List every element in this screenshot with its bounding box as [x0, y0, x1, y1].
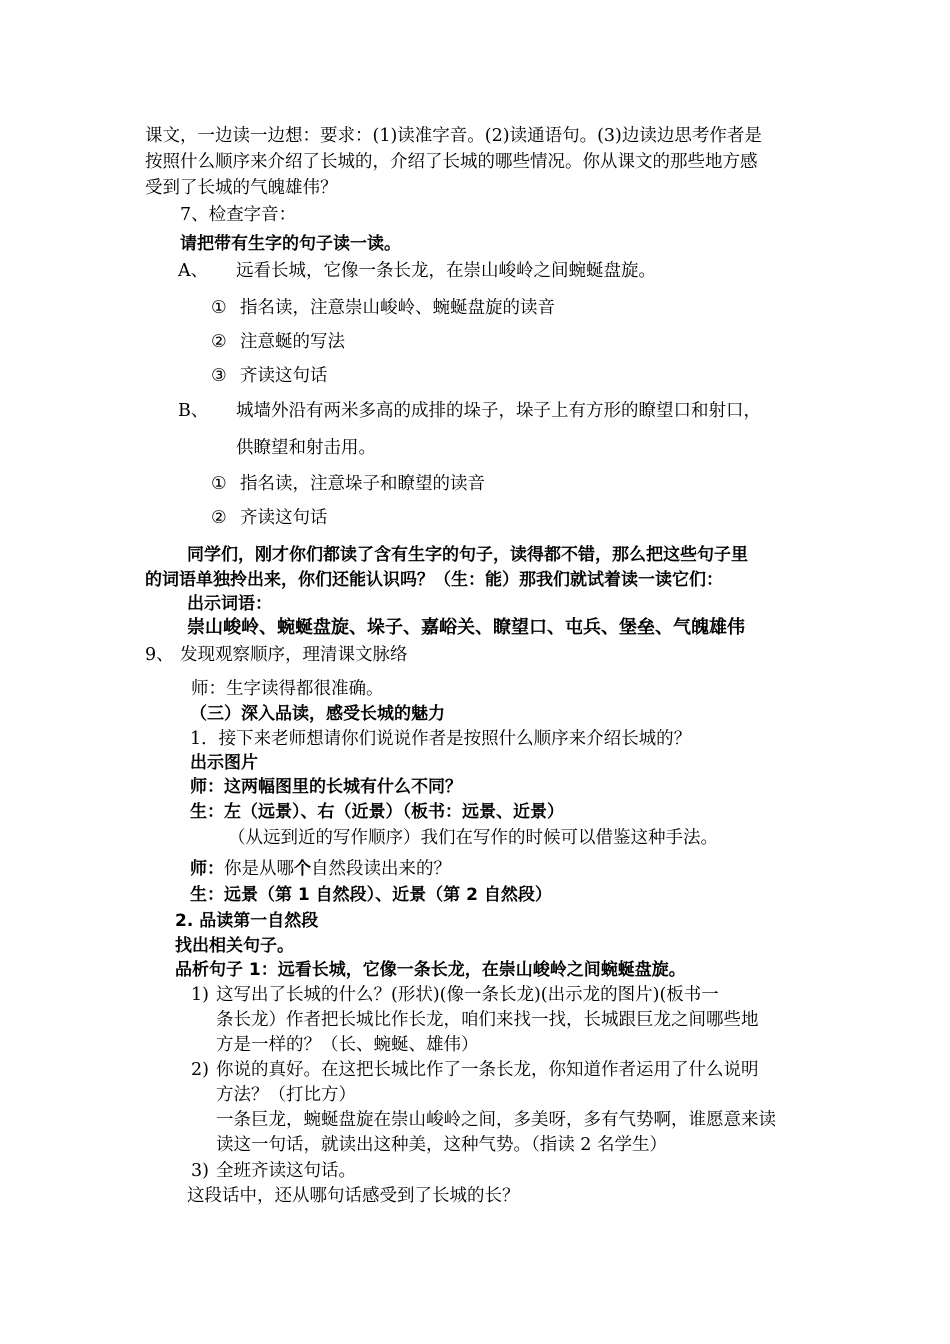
list-item-line: 条长龙）作者把长城比作长龙，咱们来找一找，长城跟巨龙之间哪些地: [216, 1010, 759, 1030]
step-heading: 7、检查字音：: [180, 205, 297, 225]
list-item-line: 你说的真好。在这把长城比作了一条长龙，你知道作者运用了什么说明: [216, 1060, 759, 1080]
text-span-bold: 个: [294, 859, 311, 879]
speaker-label: 师：: [190, 859, 224, 879]
list-item-line: 方是一样的？（长、蜿蜒、雄伟）: [216, 1035, 479, 1055]
paragraph-line: 按照什么顺序来介绍了长城的，介绍了长城的哪些情况。你从课文的那些地方感: [145, 152, 758, 172]
list-item-line: 一条巨龙，蜿蜒盘旋在崇山峻岭之间，多美呀，多有气势啊，谁愿意来读: [216, 1110, 776, 1130]
paragraph-line: [190, 857, 451, 881]
sub-item: 齐读这句话: [240, 366, 328, 386]
sentence-a: 远看长城，它像一条长龙，在崇山峻岭之间蜿蜒盘旋。: [236, 261, 656, 281]
sentence-b: 城墙外沿有两米多高的成排的垛子，垛子上有方形的瞭望口和射口，: [236, 401, 761, 421]
paragraph-bold: 生：远景（第 1 自然段）、近景（第 2 自然段）: [190, 885, 552, 905]
paragraph-line: 师：生字读得都很准确。: [191, 679, 384, 699]
paragraph-line: 课文，一边读一边想：要求：(1)读准字音。(2)读通语句。(3)边读边思考作者是: [145, 126, 762, 146]
list-item-line: 这写出了长城的什么？(形状)(像一条长龙)(出示龙的图片)(板书一: [216, 985, 719, 1005]
sentence-b-cont: 供瞭望和射击用。: [236, 438, 376, 458]
circled-number: ①: [211, 474, 227, 494]
subsection-heading: 2. 品读第一自然段: [175, 911, 319, 931]
text-span: 自然段读出来的？: [311, 859, 451, 879]
paragraph-bold: 同学们，刚才你们都读了含有生字的句子，读得都不错，那么把这些句子里: [187, 545, 748, 565]
list-item-line: 全班齐读这句话。: [216, 1161, 356, 1181]
step-number: 9、: [145, 645, 174, 665]
sub-item: 齐读这句话: [240, 508, 328, 528]
item-label-b: B、: [178, 401, 209, 421]
step-heading: 发现观察顺序，理清课文脉络: [180, 645, 408, 665]
paragraph-bold: 生：左（远景）、右（近景）（板书：远景、近景）: [190, 802, 564, 822]
paragraph-line: 1．接下来老师想请你们说说作者是按照什么顺序来介绍长城的？: [190, 729, 692, 749]
paragraph-line: 这段话中，还从哪句话感受到了长城的长？: [187, 1186, 520, 1206]
sub-item: 指名读，注意崇山峻岭、蜿蜒盘旋的读音: [240, 298, 555, 318]
circled-number: ②: [211, 508, 227, 528]
sub-item: 注意蜒的写法: [240, 332, 345, 352]
instruction-bold: 请把带有生字的句子读一读。: [180, 234, 401, 254]
paragraph-bold: 出示图片: [190, 753, 258, 773]
paragraph-bold: 的词语单独拎出来，你们还能认识吗？（生：能）那我们就试着读一读它们：: [145, 570, 723, 590]
paragraph-line: 受到了长城的气魄雄伟？: [145, 178, 338, 198]
word-list: 崇山峻岭、蜿蜒盘旋、垛子、嘉峪关、瞭望口、屯兵、堡垒、气魄雄伟: [187, 617, 745, 638]
paragraph-bold: 师：这两幅图里的长城有什么不同？: [190, 777, 462, 797]
section-heading: （三）深入品读，感受长城的魅力: [190, 704, 445, 724]
circled-number: ②: [211, 332, 227, 352]
paragraph-line: （从远到近的写作顺序）我们在写作的时候可以借鉴这种手法。: [228, 828, 718, 848]
circled-number: ③: [211, 366, 227, 386]
list-number: 3): [191, 1161, 209, 1181]
circled-number: ①: [211, 298, 227, 318]
list-item-line: 读这一句话，就读出这种美，这种气势。（指读 2 名学生）: [216, 1135, 668, 1155]
paragraph-bold: 品析句子 1：远看长城，它像一条长龙，在崇山峻岭之间蜿蜒盘旋。: [175, 960, 686, 980]
paragraph-bold: 出示词语：: [187, 594, 272, 614]
list-number: 2): [191, 1060, 209, 1080]
sub-item: 指名读，注意垛子和瞭望的读音: [240, 474, 485, 494]
list-item-line: 方法？（打比方）: [216, 1085, 356, 1105]
list-number: 1): [191, 985, 209, 1005]
text-span: 你是从哪: [224, 859, 294, 879]
paragraph-bold: 找出相关句子。: [175, 936, 294, 956]
item-label-a: A、: [178, 261, 209, 281]
